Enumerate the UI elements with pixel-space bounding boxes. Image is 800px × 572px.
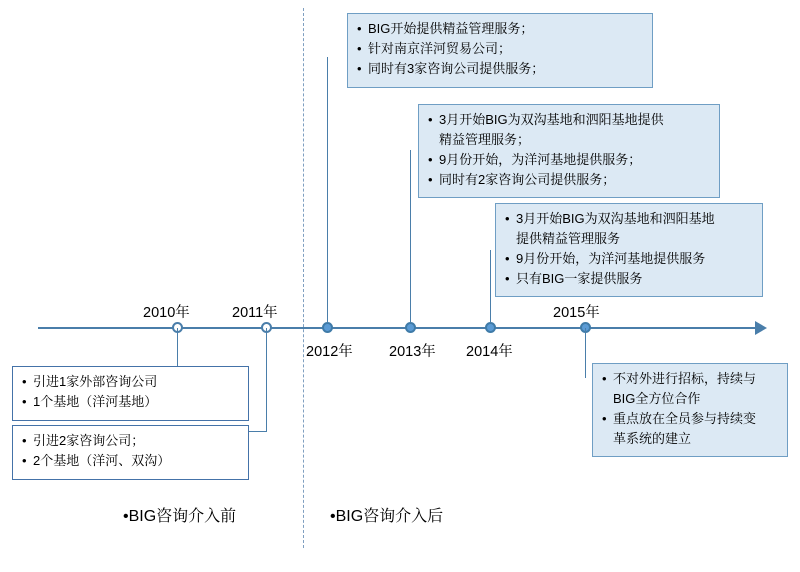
callout-2015-item-2: • 重点放在全员参与持续变: [602, 410, 778, 429]
callout-2014-item-1: 提供精益管理服务: [516, 230, 621, 246]
connector-2013: [410, 150, 411, 323]
connector-2012: [327, 57, 328, 323]
callout-2012-item-0: • BIG开始提供精益管理服务；: [357, 20, 643, 39]
callout-2014-item-2: • 9月份开始，为洋河基地提供服务: [505, 250, 753, 269]
year-label-2015: 2015年: [553, 305, 600, 321]
callout-2010-item-0: • 引进1家外部咨询公司: [22, 373, 239, 392]
timeline-axis: [38, 327, 760, 329]
connector-2015: [585, 328, 586, 378]
year-label-2011: 2011年: [232, 305, 278, 321]
phase-divider: [303, 8, 304, 548]
callout-2015-item-0: • 不对外进行招标，持续与: [602, 370, 778, 389]
callout-2014-item-3: • 只有BIG一家提供服务: [505, 270, 753, 289]
callout-2013: [418, 104, 720, 198]
connector-2011-horizontal: [249, 431, 267, 432]
timeline-marker-2013[interactable]: [405, 322, 416, 333]
callout-2013-item-1: 精益管理服务；: [439, 131, 531, 147]
callout-2011-item-0: • 引进2家咨询公司；: [22, 432, 239, 451]
callout-2013-item-0: • 3月开始BIG为双沟基地和泗阳基地提供: [428, 111, 710, 130]
timeline-marker-2012[interactable]: [322, 322, 333, 333]
timeline-marker-2014[interactable]: [485, 322, 496, 333]
callout-2015: [592, 363, 788, 457]
callout-2015-item-1: BIG全方位合作: [613, 390, 701, 406]
year-label-2010: 2010年: [143, 305, 190, 321]
year-label-2014: 2014年: [466, 344, 513, 360]
callout-2011-item-1: • 2个基地（洋河、双沟）: [22, 452, 239, 471]
callout-2011: [12, 425, 249, 480]
callout-2013-item-2: • 9月份开始，为洋河基地提供服务；: [428, 151, 710, 170]
timeline-arrow-icon: [755, 321, 767, 335]
callout-2012-item-1: • 针对南京洋河贸易公司；: [357, 40, 643, 59]
callout-2012: [347, 13, 653, 88]
year-label-2012: 2012年: [306, 344, 353, 360]
connector-2011-vertical: [266, 328, 267, 431]
callout-2010: [12, 366, 249, 421]
callout-2012-item-2: • 同时有3家咨询公司提供服务；: [357, 60, 643, 79]
callout-2014: [495, 203, 763, 297]
callout-2014-item-0: • 3月开始BIG为双沟基地和泗阳基地: [505, 210, 753, 229]
callout-2010-item-1: • 1个基地（洋河基地）: [22, 393, 239, 412]
callout-2015-item-3: 革系统的建立: [613, 430, 692, 446]
legend-before: •BIG咨询介入前: [123, 508, 237, 525]
legend-after: •BIG咨询介入后: [330, 508, 444, 525]
year-label-2013: 2013年: [389, 344, 436, 360]
connector-2014: [490, 250, 491, 323]
callout-2013-item-3: • 同时有2家咨询公司提供服务；: [428, 171, 710, 190]
